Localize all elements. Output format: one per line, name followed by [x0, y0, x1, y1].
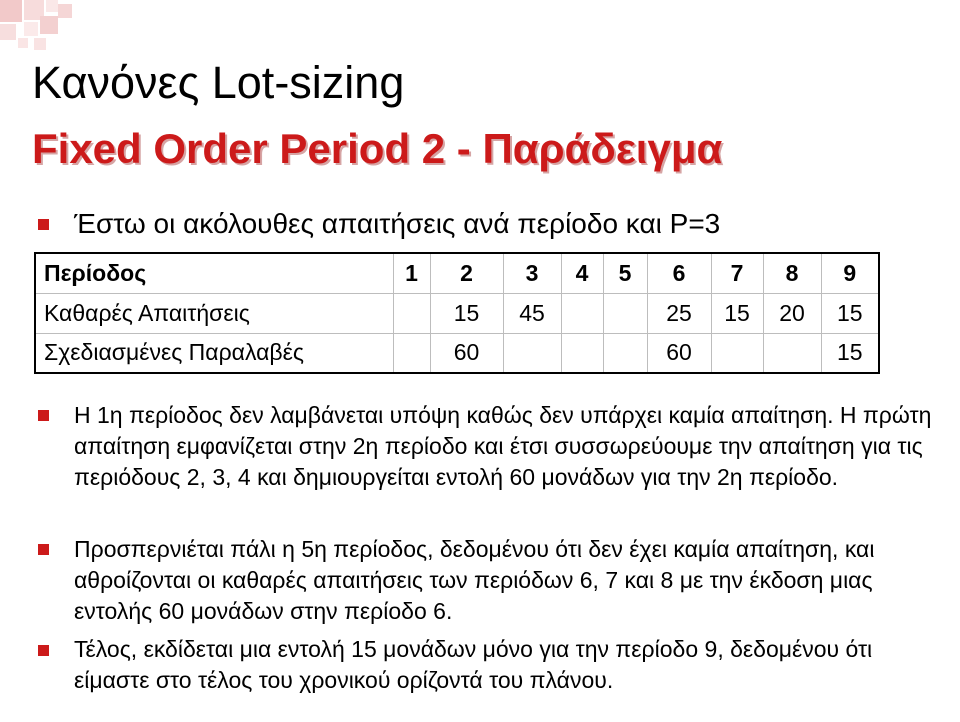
table-cell: 5 — [603, 253, 647, 293]
table-cell: 1 — [393, 253, 430, 293]
slide-subtitle: Fixed Order Period 2 - Παράδειγμα — [32, 125, 723, 172]
bullet-text: Η 1η περίοδος δεν λαμβάνεται υπόψη καθώς δεν υπάρχει καμία απαίτηση. Η πρώτη απαίτηση εμφανίζεται στην 2η περίοδο και έτσι συσσωρεύουμε την απαίτηση για τις περιόδους 2, 3, 4 και δημιουργείται εντολή 60 μονάδων για την 2η περίοδο. — [74, 402, 932, 490]
table-cell: 3 — [503, 253, 561, 293]
requirements-table — [34, 252, 880, 374]
table-row — [35, 293, 879, 333]
table-cell: 20 — [763, 293, 821, 333]
table-cell — [503, 333, 561, 373]
bullet-icon — [38, 410, 49, 421]
table-cell: 60 — [430, 333, 503, 373]
corner-decoration — [0, 0, 80, 60]
table-cell: 9 — [821, 253, 879, 293]
bullet-text: Τέλος, εκδίδεται μια εντολή 15 μονάδων μόνο για την περίοδο 9, δεδομένου ότι είμαστε στο τέλος του χρονικού ορίζοντά του πλάνου. — [74, 636, 873, 693]
table-cell: 15 — [821, 293, 879, 333]
row-label: Καθαρές Απαιτήσεις — [35, 293, 393, 333]
table-cell: 4 — [561, 253, 603, 293]
table-cell — [603, 333, 647, 373]
table-cell: 8 — [763, 253, 821, 293]
table-cell: 6 — [647, 253, 711, 293]
table-cell: 2 — [430, 253, 503, 293]
table-cell: 45 — [503, 293, 561, 333]
table-cell — [561, 333, 603, 373]
bullet-icon — [38, 544, 49, 555]
table-cell: 15 — [821, 333, 879, 373]
table-cell: 60 — [647, 333, 711, 373]
table-cell — [393, 333, 430, 373]
table-cell — [561, 293, 603, 333]
table-row — [35, 333, 879, 373]
table-cell — [711, 333, 763, 373]
table-cell — [393, 293, 430, 333]
bullet-icon — [38, 219, 49, 230]
table-header-row — [35, 253, 879, 293]
table-cell — [603, 293, 647, 333]
table-cell: 15 — [711, 293, 763, 333]
table-cell: 25 — [647, 293, 711, 333]
table-cell: 15 — [430, 293, 503, 333]
bullet-text: Προσπερνιέται πάλι η 5η περίοδος, δεδομένου ότι δεν έχει καμία απαίτηση, και αθροίζονται οι καθαρές απαιτήσεις των περιόδων 6, 7 και 8 με την έκδοση μιας εντολής 60 μονάδων στην περίοδο 6. — [74, 536, 875, 624]
table-cell: 7 — [711, 253, 763, 293]
row-label: Σχεδιασμένες Παραλαβές — [35, 333, 393, 373]
table-header-label: Περίοδος — [35, 253, 393, 293]
bullet-icon — [38, 645, 49, 656]
intro-text: Έστω οι ακόλουθες απαιτήσεις ανά περίοδο και P=3 — [74, 208, 721, 239]
table-cell — [763, 333, 821, 373]
slide-title: Κανόνες Lot-sizing — [32, 57, 405, 108]
